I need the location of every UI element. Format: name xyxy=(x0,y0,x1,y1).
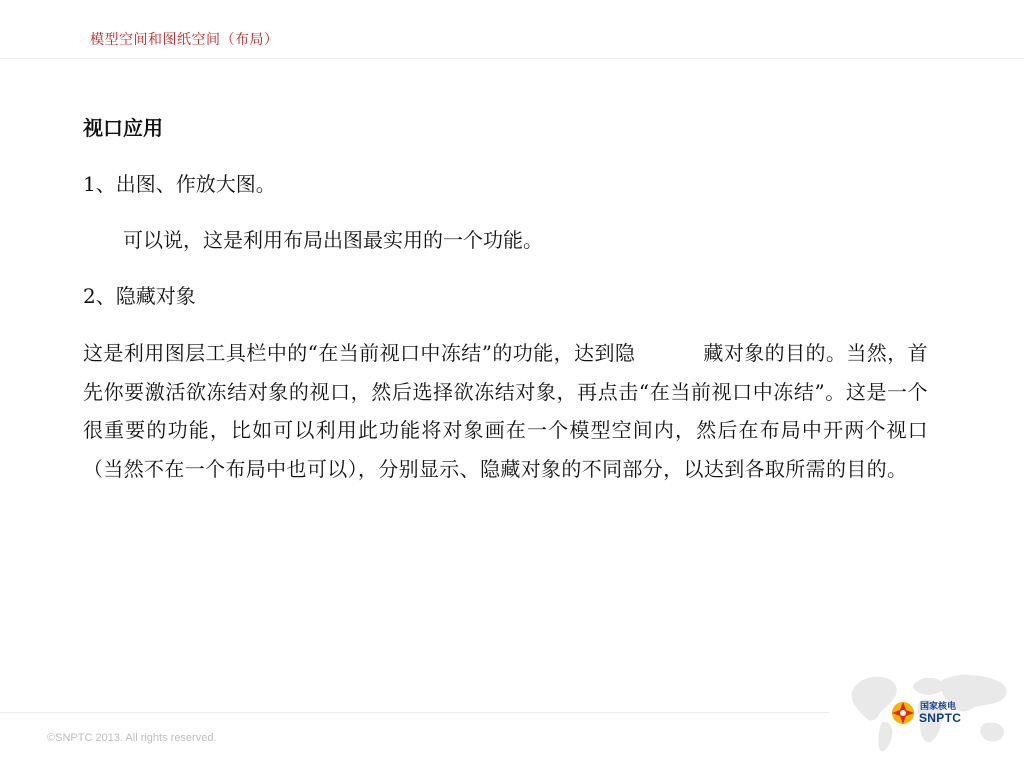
list-item-1-detail: 可以说，这是利用布局出图最实用的一个功能。 xyxy=(123,228,543,252)
copyright-text: ©SNPTC 2013. All rights reserved. xyxy=(47,732,217,744)
list-item-2: 2、隐藏对象 xyxy=(83,284,196,308)
paragraph-part-1: 这是利用图层工具栏中的“在当前视口中冻结”的功能，达到隐 xyxy=(83,341,636,365)
header-divider xyxy=(0,58,1024,59)
paragraph-part-2: 藏对象的目的。当然，首先你要激活欲冻结对象的视口，然后选择欲冻结对象，再点击“在当前视口中冻结”。这是一个很重要的功能，比如可以利用此功能将对象画在一个模型空间内，然后在布局中开两个视口（当然不在一个布局中也可以），分别显示、隐藏对象的不同部分，以达到各取所需的目的。 xyxy=(83,341,928,481)
logo-english-name: SNPTC xyxy=(919,711,962,725)
slide-header-title: 模型空间和图纸空间（布局） xyxy=(90,32,279,48)
footer-divider xyxy=(0,712,830,713)
section-heading: 视口应用 xyxy=(83,116,163,140)
list-item-1: 1、出图、作放大图。 xyxy=(83,172,276,196)
snptc-logo xyxy=(890,698,960,728)
logo-chinese-name: 国家核电 xyxy=(920,702,957,712)
body-paragraph xyxy=(83,334,928,488)
slide-body xyxy=(83,110,928,488)
snptc-logo-icon xyxy=(890,700,916,726)
